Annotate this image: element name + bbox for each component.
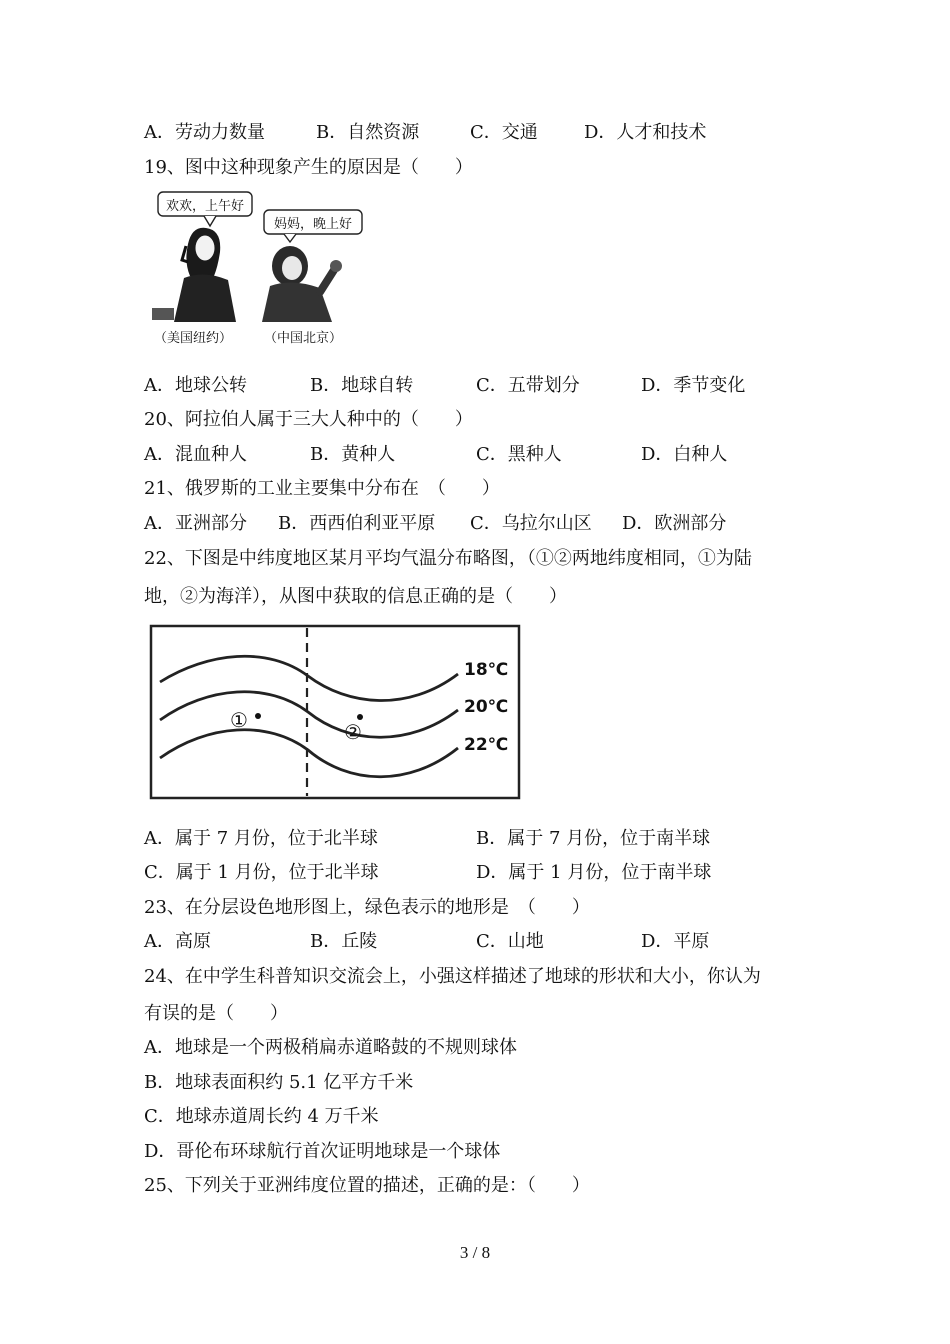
q20-option-a: A．混血种人 xyxy=(144,444,247,465)
q23-option-c: C．山地 xyxy=(476,931,544,952)
q24-stem-line2: 有误的是（ ） xyxy=(144,1003,288,1024)
q19-option-a: A．地球公转 xyxy=(144,375,247,396)
child-waving-figure xyxy=(262,246,342,322)
speech-bubble-right-text: 妈妈，晚上好 xyxy=(273,217,353,232)
q22-option-c: C．属于 1 月份，位于北半球 xyxy=(144,862,379,883)
isotherm-label-20: 20℃ xyxy=(464,697,509,717)
q21-option-c: C．乌拉尔山区 xyxy=(470,513,592,534)
q19-option-b: B．地球自转 xyxy=(310,375,414,396)
q24-option-b: B．地球表面积约 5.1 亿平方千米 xyxy=(144,1072,414,1093)
isotherm-label-22: 22℃ xyxy=(464,735,509,755)
q22-option-d: D．属于 1 月份，位于南半球 xyxy=(476,862,712,883)
q21-stem: 21、俄罗斯的工业主要集中分布在 （ ） xyxy=(144,478,500,499)
q23-stem: 23、在分层设色地形图上，绿色表示的地形是 （ ） xyxy=(144,897,590,918)
q22-option-a: A．属于 7 月份，位于北半球 xyxy=(144,828,378,849)
q22-option-b: B．属于 7 月份，位于南半球 xyxy=(476,828,711,849)
q24-option-d: D．哥伦布环球航行首次证明地球是一个球体 xyxy=(144,1141,501,1162)
page-number: 3 / 8 xyxy=(459,1243,491,1262)
q22-stem-line1: 22、下图是中纬度地区某月平均气温分布略图，（①②两地纬度相同，①为陆 xyxy=(144,548,752,569)
q20-option-d: D．白种人 xyxy=(641,444,728,465)
q18-option-a: A．劳动力数量 xyxy=(144,122,265,143)
q18-option-d: D．人才和技术 xyxy=(584,122,707,143)
isotherm-label-18: 18℃ xyxy=(464,660,509,680)
q19-illustration xyxy=(144,186,366,352)
q20-option-c: C．黑种人 xyxy=(476,444,562,465)
q23-option-d: D．平原 xyxy=(641,931,710,952)
q25-stem: 25、下列关于亚洲纬度位置的描述，正确的是：（ ） xyxy=(144,1175,590,1196)
q24-option-c: C．地球赤道周长约 4 万千米 xyxy=(144,1106,379,1127)
q22-stem-line2: 地，②为海洋），从图中获取的信息正确的是（ ） xyxy=(144,586,567,607)
q20-option-b: B．黄种人 xyxy=(310,444,396,465)
point-2-dot xyxy=(357,714,363,720)
point-1-label: ① xyxy=(230,708,248,732)
q22-isotherm-map xyxy=(148,624,522,802)
q20-stem: 20、阿拉伯人属于三大人种中的（ ） xyxy=(144,409,473,430)
q21-option-a: A．亚洲部分 xyxy=(144,513,247,534)
q18-option-b: B．自然资源 xyxy=(316,122,420,143)
q21-option-d: D．欧洲部分 xyxy=(622,513,727,534)
q19-option-c: C．五带划分 xyxy=(476,375,580,396)
q19-option-d: D．季节变化 xyxy=(641,375,746,396)
point-1-dot xyxy=(255,713,261,719)
q24-option-a: A．地球是一个两极稍扁赤道略鼓的不规则球体 xyxy=(144,1037,517,1058)
q21-option-b: B．西西伯利亚平原 xyxy=(278,513,436,534)
point-2-label: ② xyxy=(344,720,362,744)
q23-option-a: A．高原 xyxy=(144,931,211,952)
q19-stem: 19、图中这种现象产生的原因是（ ） xyxy=(144,157,473,178)
caption-new-york: （美国纽约） xyxy=(154,331,233,346)
q23-option-b: B．丘陵 xyxy=(310,931,378,952)
speech-bubble-left-text: 欢欢，上午好 xyxy=(165,199,245,214)
q18-option-c: C．交通 xyxy=(470,122,538,143)
q24-stem-line1: 24、在中学生科普知识交流会上，小强这样描述了地球的形状和大小，你认为 xyxy=(144,966,761,987)
woman-on-phone-figure xyxy=(152,228,236,322)
caption-beijing: （中国北京） xyxy=(264,331,343,346)
